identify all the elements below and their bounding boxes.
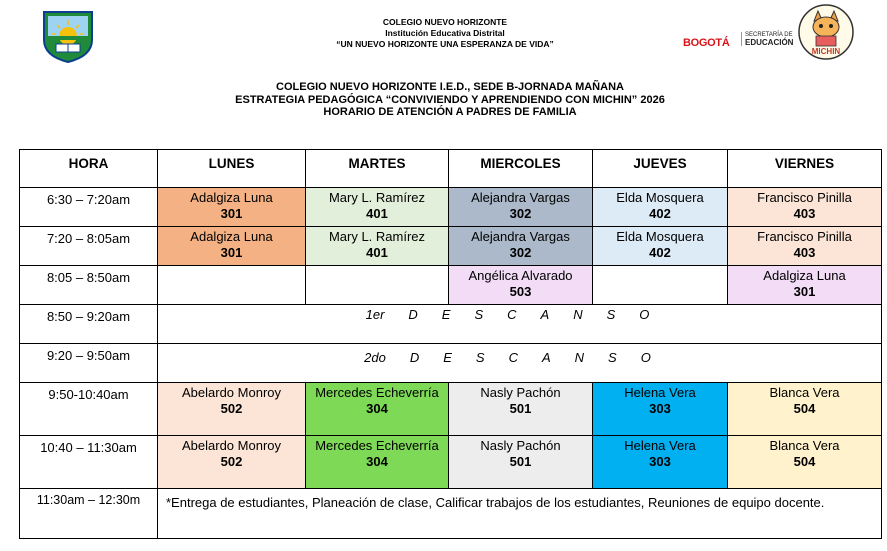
schedule-cell: Francisco Pinilla 403 xyxy=(728,227,882,266)
title-line-1: COLEGIO NUEVO HORIZONTE I.E.D., SEDE B-JORNADA MAÑANA xyxy=(276,81,624,93)
schedule-cell: Nasly Pachón 501 xyxy=(449,383,593,436)
michin-logo xyxy=(797,3,855,61)
time-cell: 8:50 – 9:20am xyxy=(20,305,158,344)
bogota-logo: BOGOTÁ SECRETARÍA DE EDUCACIÓN xyxy=(683,32,794,49)
header-miercoles: MIERCOLES xyxy=(449,150,593,188)
break-label: 1er xyxy=(365,307,385,322)
table-row xyxy=(20,266,882,305)
title-line-3: HORARIO DE ATENCIÓN A PADRES DE FAMILIA xyxy=(323,106,577,118)
header-jueves: JUEVES xyxy=(593,150,728,188)
break-cell xyxy=(158,305,882,344)
title-line-2: ESTRATEGIA PEDAGÓGICA “CONVIVIENDO Y APRENDIENDO CON MICHIN” 2026 xyxy=(235,93,665,106)
school-motto: “UN NUEVO HORIZONTE UNA ESPERANZA DE VIDA” xyxy=(336,39,554,49)
table-row xyxy=(20,436,882,489)
schedule-cell: Adalgiza Luna 301 xyxy=(158,227,306,266)
table-header-row xyxy=(20,150,882,188)
schedule-cell: Blanca Vera 504 xyxy=(728,436,882,489)
break-word: DESCANSO xyxy=(408,307,674,322)
schedule-cell: Alejandra Vargas 302 xyxy=(449,227,593,266)
time-cell: 11:30am – 12:30m xyxy=(20,489,158,539)
break-word: DESCANSO xyxy=(409,350,675,365)
schedule-cell: Helena Vera 303 xyxy=(593,383,728,436)
schedule-cell: Adalgiza Luna 301 xyxy=(728,266,882,305)
schedule-cell-empty xyxy=(593,266,728,305)
schedule-cell: Francisco Pinilla 403 xyxy=(728,188,882,227)
header-hora: HORA xyxy=(20,150,158,188)
schedule-cell: Angélica Alvarado 503 xyxy=(449,266,593,305)
schedule-cell: Mary L. Ramírez 401 xyxy=(306,227,449,266)
schedule-table xyxy=(19,149,882,539)
header-martes: MARTES xyxy=(306,150,449,188)
time-cell: 9:50-10:40am xyxy=(20,383,158,436)
schedule-cell: Adalgiza Luna 301 xyxy=(158,188,306,227)
break-label: 2do xyxy=(364,350,386,365)
break-cell xyxy=(158,344,882,383)
svg-text:MICHIN: MICHIN xyxy=(811,47,841,56)
schedule-cell: Blanca Vera 504 xyxy=(728,383,882,436)
schedule-cell: Abelardo Monroy 502 xyxy=(158,436,306,489)
schedule-cell: Nasly Pachón 501 xyxy=(449,436,593,489)
schedule-cell: Abelardo Monroy 502 xyxy=(158,383,306,436)
schedule-cell: Helena Vera 303 xyxy=(593,436,728,489)
schedule-cell: Elda Mosquera 402 xyxy=(593,227,728,266)
table-row xyxy=(20,227,882,266)
schedule-cell: Alejandra Vargas 302 xyxy=(449,188,593,227)
time-cell: 6:30 – 7:20am xyxy=(20,188,158,227)
document-titles xyxy=(150,81,750,119)
table-row xyxy=(20,188,882,227)
time-cell: 10:40 – 11:30am xyxy=(20,436,158,489)
schedule-cell: Elda Mosquera 402 xyxy=(593,188,728,227)
institution-type: Institución Educativa Distrital xyxy=(385,28,505,38)
school-crest-logo xyxy=(38,6,98,64)
time-cell: 9:20 – 9:50am xyxy=(20,344,158,383)
header-lunes: LUNES xyxy=(158,150,306,188)
time-cell: 8:05 – 8:50am xyxy=(20,266,158,305)
note-cell: *Entrega de estudiantes, Planeación de clase, Calificar trabajos de los estudiantes, Reuniones de equipo docente. xyxy=(158,489,882,539)
school-name: COLEGIO NUEVO HORIZONTE xyxy=(382,17,508,27)
break-row xyxy=(20,344,882,383)
schedule-cell: Mercedes Echeverría 304 xyxy=(306,383,449,436)
schedule-cell-empty xyxy=(158,266,306,305)
header-viernes: VIERNES xyxy=(728,150,882,188)
schedule-cell: Mary L. Ramírez 401 xyxy=(306,188,449,227)
break-row xyxy=(20,305,882,344)
time-cell: 7:20 – 8:05am xyxy=(20,227,158,266)
table-row xyxy=(20,383,882,436)
school-header xyxy=(300,17,590,50)
note-row xyxy=(20,489,882,539)
schedule-cell: Mercedes Echeverría 304 xyxy=(306,436,449,489)
schedule-cell-empty xyxy=(306,266,449,305)
